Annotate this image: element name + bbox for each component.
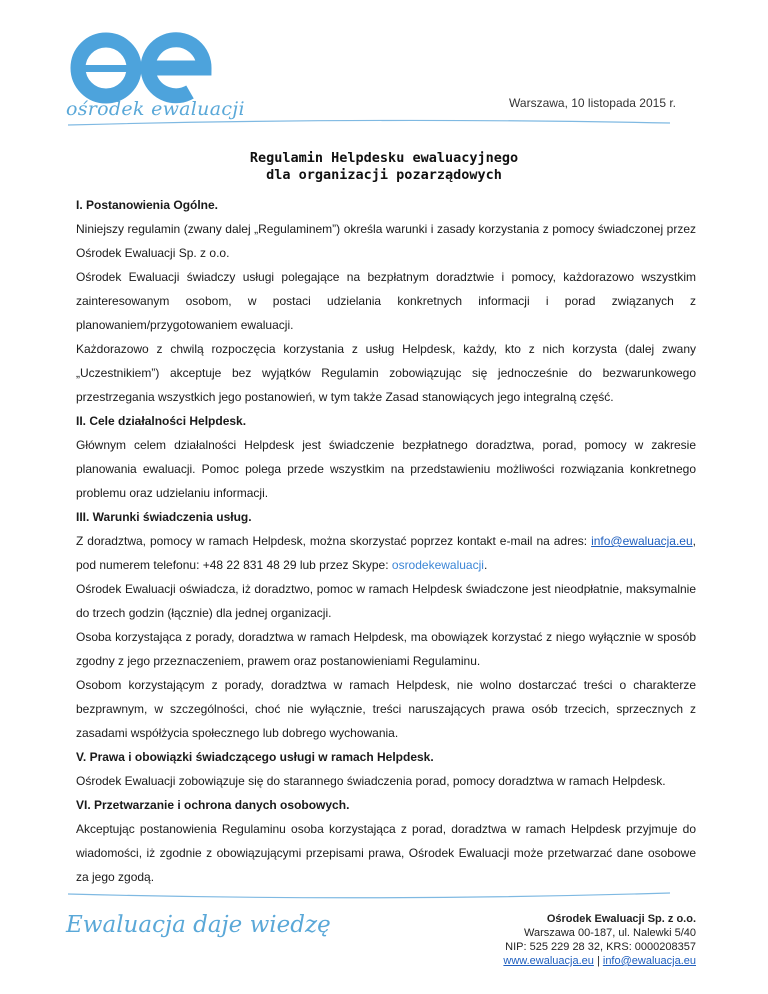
section-heading: III. Warunki świadczenia usług. [76,510,252,524]
paragraph: Głównym celem działalności Helpdesk jest świadczenie bezpłatnego doradztwa, porad, pomocy w zakresie planowania ewaluacji. Pomoc polega przede wszystkim na przedstawieniu możliwości rozwiązania konkretnego problemu oraz udzielaniu informacji. [76,438,696,500]
footer-company: Ośrodek Ewaluacji Sp. z o.o. [546,913,696,925]
paragraph: Osoba korzystająca z porady, doradztwa w ramach Helpdesk, ma obowiązek korzystać z niego wyłącznie w sposób zgodny z jego przeznaczeniem, prawem oraz postanowieniami Regulaminu. [76,630,696,668]
skype-handle[interactable]: osrodekewaluacji [391,558,484,572]
section-heading: I. Postanowienia Ogólne. [76,198,219,212]
section-heading: V. Prawa i obowiązki świadczącego usługi w ramach Helpdesk. [76,750,434,764]
text: Z doradztwa, pomocy w ramach Helpdesk, można skorzystać poprzez kontakt e-mail na adres: [76,534,592,548]
website-link[interactable]: www.ewaluacja.eu [503,955,594,967]
paragraph: Osobom korzystającym z porady, doradztwa w ramach Helpdesk, nie wolno dostarczać treści o charakterze bezprawnym, w szczególności, choć nie wyłącznie, treści naruszających prawa osób trzecich, sprzecznych z zasadami współżycia społecznego lub dobrego wychowania. [76,678,696,740]
paragraph: Ośrodek Ewaluacji świadczy usługi polegające na bezpłatnym doradztwie i pomocy, każdorazowo wszystkim zainteresowanym osobom, w postaci udzielania konkretnych informacji i porad związanych z planowaniem/przygotowaniem ewaluacji. [76,270,696,332]
footer-address: Warszawa 00-187, ul. Nalewki 5/40 [523,927,696,939]
document-title [0,150,768,184]
footer-contact [503,912,696,968]
paragraph: Ośrodek Ewaluacji oświadcza, iż doradztwo, pomoc w ramach Helpdesk świadczone jest nieodpłatnie, maksymalnie do trzech godzin (łącznie) dla jednej organizacji. [76,582,696,620]
paragraph: Akceptując postanowienia Regulaminu osoba korzystająca z porad, doradztwa w ramach Helpdesk przyjmuje do wiadomości, iż zgodnie z obowiązującymi przepisami prawa, Ośrodek Ewaluacji może przetwarzać dane osobowe za jego zgodą. [76,822,696,884]
text: , pod numerem telefonu: +48 22 831 48 29 lub przez Skype: [76,534,696,572]
footer-divider [68,890,670,902]
footer-ids: NIP: 525 229 28 32, KRS: 0000208357 [505,941,696,953]
logo-text: ośrodek ewaluacji [66,98,245,120]
paragraph: Ośrodek Ewaluacji zobowiązuje się do starannego świadczenia porad, pomocy doradztwa w ramach Helpdesk. [76,774,666,788]
footer-links [503,954,696,968]
paragraph: Każdorazowo z chwilą rozpoczęcia korzystania z usług Helpdesk, każdy, kto z nich korzysta (dalej zwany „Uczestnikiem”) akceptuje bez wyjątków Regulamin zobowiązując się jednocześnie do bezwarunkowego przestrzegania wszystkich jego postanowień, w tym także Zasad stanowiących jego integralną część. [76,342,696,404]
document-body [76,193,696,889]
paragraph-contact [76,529,696,577]
header-divider [68,117,670,129]
section-heading: II. Cele działalności Helpdesk. [76,414,247,428]
title-line-1: Regulamin Helpdesku ewaluacyjnego [249,150,519,166]
text: . [483,558,488,572]
title-line-2: dla organizacji pozarządowych [266,167,502,183]
document-date: Warszawa, 10 listopada 2015 r. [509,96,676,110]
section-heading: VI. Przetwarzanie i ochrona danych osobowych. [76,798,350,812]
email-link[interactable]: info@ewaluacja.eu [591,534,693,548]
separator: | [593,955,603,967]
footer-email-link[interactable]: info@ewaluacja.eu [602,955,696,967]
footer-slogan: Ewaluacja daje wiedzę [66,912,331,938]
paragraph: Niniejszy regulamin (zwany dalej „Regulaminem”) określa warunki i zasady korzystania z pomocy świadczonej przez Ośrodek Ewaluacji Sp. z o.o. [76,222,696,260]
